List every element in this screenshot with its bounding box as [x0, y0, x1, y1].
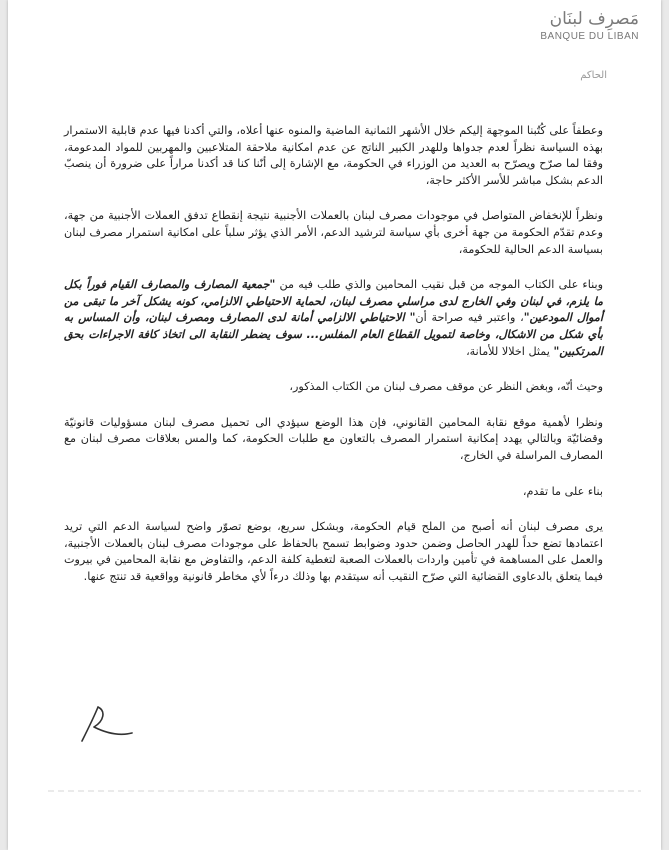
letter-body: [64, 123, 603, 604]
sender-office: الحاكم: [580, 70, 607, 81]
paragraph-3-quote-2: " الاحتياطي الالزامي أمانة لدى المصارف ومصرف لبنان، وأن المساس به بأي شكل من الاشكال، وخاصة لتمويل القطاع العام المفلس... سوف يضطر النقابة الى اتخاذ كافة الاجراءات بحق المرتكبين": [64, 311, 603, 358]
paragraph-2: ونظراً للإنخفاض المتواصل في موجودات مصرف لبنان بالعملات الأجنبية نتيجة إنقطاع تدفق العملات الأجنبية من جهة، وعدم تقدّم الحكومة من جهة أخرى بأي سياسة لترشيد الدعم، الأمر الذي يؤثر سلباً على امكانية استمرار مصرف لبنان بسياسة الدعم الحالية للحكومة،: [64, 209, 603, 256]
paragraph-7: يرى مصرف لبنان أنه أصبح من الملح قيام الحكومة، وبشكل سريع، بوضع تصوّر واضح لسياسة الدعم التي تريد اعتمادها تضع حداً للهدر الحاصل وضمن حدود وضوابط تسمح بالحفاظ على موجودات مصرف لبنان بالعملات الأجنبية، والعمل على المساهمة في تأمين واردات بالعملات الصعبة لتغطية كلفة الدعم، والتفاوض مع نقابة المحامين في بيروت فيما يتعلق بالدعاوى القضائية التي صرّح النقيب أنه سيتقدم بها وذلك درءاً لأي مخاطر قانونية وواقعية قد تنتج عنها.: [64, 520, 603, 583]
bank-logo: [540, 8, 639, 42]
paragraph-5: ونظرا لأهمية موقع نقابة المحامين القانوني، فإن هذا الوضع سيؤدي الى تحميل مصرف لبنان مسؤوليات قانونيّة وقضائيّة وبالتالي يهدد إمكانية استمرار المصرف بالتعاون مع طلبات الحكومة، كما والمس بعلاقات مصرف لبنان مع المصارف المراسلة في الخارج،: [64, 415, 603, 462]
paragraph-3-middle: ، واعتبر فيه صراحة أن: [415, 311, 524, 325]
logo-english-text: BANQUE DU LIBAN: [540, 31, 639, 42]
paragraph-6: بناء على ما تقدم،: [522, 484, 603, 498]
paragraph-1: وعطفاً على كُتُبنا الموجهة إليكم خلال الأشهر الثمانية الماضية والمنوه عنها أعلاه، والتي أكدنا فيها عدم قابلية الاستمرار بهذه السياسة نظراً لعدم جدواها وللهدر الكبير الناتج عن عدم امكانية ملاحقة المتلاعبين والمهربين للمواد المدعومة، وفقا لما صرّح ويصرّح به العديد من الوزراء في الحكومة، مع الإشارة إلى أنّنا كنا قد أكدنا مراراً على ضرورة أن ينصبّ الدعم بشكل مباشر للأسر الأكثر حاجة،: [64, 124, 603, 187]
paragraph-3-intro: وبناء على الكتاب الموجه من قبل نقيب المحامين والذي طلب فيه من: [275, 278, 603, 292]
paragraph-3-quote-1: "جمعية المصارف والمصارف القيام فوراً بكل ما يلزم، في لبنان وفي الخارج لدى مراسلي مصرف لبنان، لحماية الاحتياطي الالزامي، كونه يشكل آخر ما تبقى من أموال المودعين": [64, 278, 604, 325]
paragraph-3-end: يمثل اخلالا للأمانة،: [466, 344, 554, 358]
paragraph-4: وحيث أنّه، وبغض النظر عن موقف مصرف لبنان من الكتاب المذكور،: [289, 380, 603, 394]
footer-divider: [48, 790, 641, 792]
document-page: [8, 0, 661, 850]
logo-arabic-text: مَصرِف لبنَان: [549, 9, 639, 29]
handwritten-signature: [76, 705, 136, 745]
paragraph-3: [64, 277, 603, 360]
